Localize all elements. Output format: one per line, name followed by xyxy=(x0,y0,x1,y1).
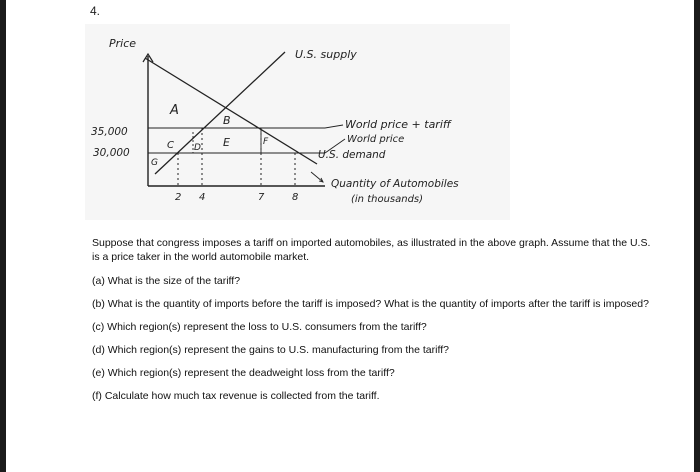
region-c: C xyxy=(167,140,174,151)
tariff-diagram xyxy=(85,24,510,220)
question-e: (e) Which region(s) represent the deadweight loss from the tariff? xyxy=(92,367,395,379)
question-text xyxy=(92,236,652,412)
tariff-diagram-svg xyxy=(85,24,510,220)
x-axis-label: Quantity of Automobiles xyxy=(331,178,459,190)
quantity-tick-7: 7 xyxy=(258,192,265,203)
price-tick-30000: 30,000 xyxy=(93,147,130,159)
question-c: (c) Which region(s) represent the loss to U.S. consumers from the tariff? xyxy=(92,321,427,333)
tariff-pointer xyxy=(325,125,343,128)
y-axis-label: Price xyxy=(109,37,137,50)
quantity-pointer xyxy=(311,172,323,182)
quantity-tick-4: 4 xyxy=(199,192,206,203)
question-a: (a) What is the size of the tariff? xyxy=(92,275,241,287)
intro-paragraph: Suppose that congress imposes a tariff on imported automobiles, as illustrated in the above graph. Assume that the U.S. is a price taker in the world automobile market. xyxy=(92,237,651,263)
question-number: 4. xyxy=(90,4,101,18)
world-price-label: World price xyxy=(347,134,405,145)
quantity-tick-8: 8 xyxy=(292,192,299,203)
x-axis-unit: (in thousands) xyxy=(351,194,424,205)
question-f: (f) Calculate how much tax revenue is collected from the tariff. xyxy=(92,390,380,402)
region-e: E xyxy=(223,136,230,149)
world-price-tariff-label: World price + tariff xyxy=(345,118,451,131)
region-a: A xyxy=(170,103,179,118)
demand-label: U.S. demand xyxy=(318,149,386,161)
region-f: F xyxy=(263,137,269,147)
region-d: D xyxy=(194,143,201,153)
quantity-tick-2: 2 xyxy=(175,192,182,203)
region-g: G xyxy=(151,158,158,168)
region-b: B xyxy=(223,114,231,127)
price-tick-35000: 35,000 xyxy=(91,126,128,138)
question-d: (d) Which region(s) represent the gains to U.S. manufacturing from the tariff? xyxy=(92,344,449,356)
supply-label: U.S. supply xyxy=(295,48,357,61)
question-b: (b) What is the quantity of imports before the tariff is imposed? What is the quantity of imports after the tariff is imposed? xyxy=(92,298,649,310)
